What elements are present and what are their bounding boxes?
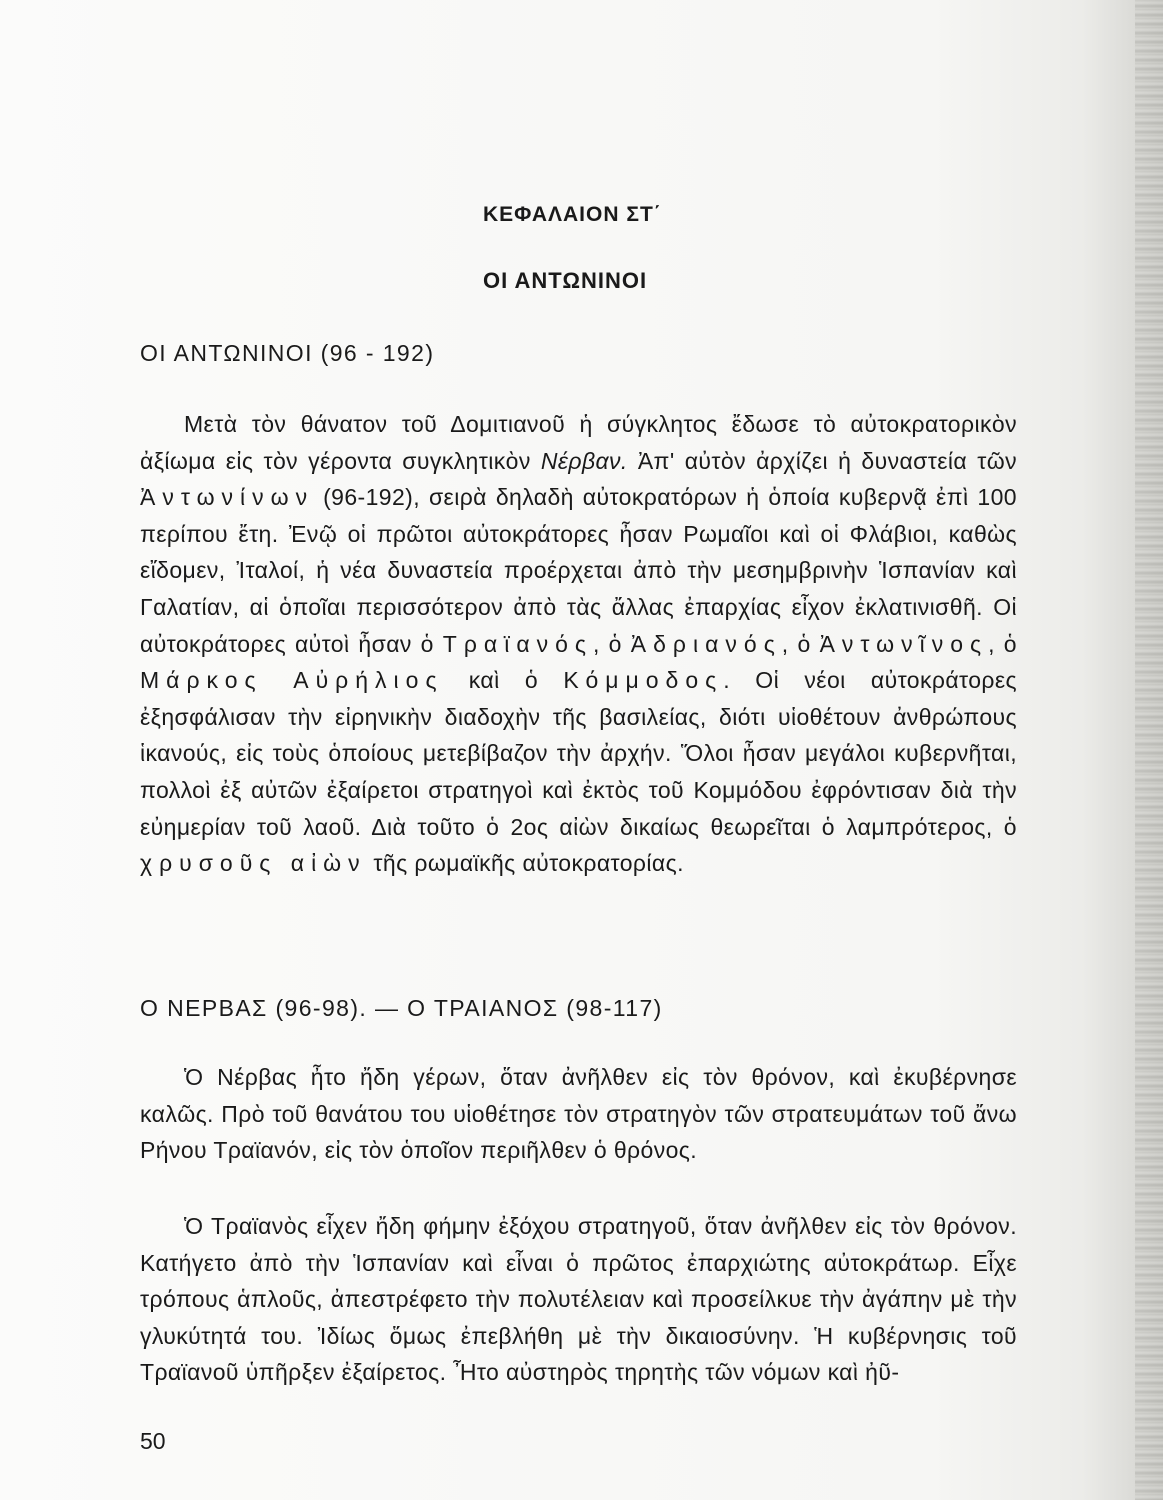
paragraph-antonines <box>140 406 1017 882</box>
spaced-word-traianos: Τραϊανός <box>442 630 593 657</box>
paragraph-trajan: Ὁ Τραϊανὸς εἶχεν ἤδη φήμην ἐξόχου στρατηγοῦ, ὅταν ἀνῆλθεν εἰς τὸν θρόνον. Κατήγετο ἀπὸ τὴν Ἱσπανίαν καὶ εἶναι ὁ πρῶτος ἐπαρχιώτης αὐτοκράτωρ. Εἶχε τρόπους ἁπλοῦς, ἀπεστρέφετο τὴν πολυτέλειαν καὶ προσείλκυε τὴν ἀγάπην μὲ τὴν γλυκύτητά του. Ἰδίως ὅμως ἐπεβλήθη μὲ τὴν δικαιοσύνην. Ἡ κυβέρνησις τοῦ Τραϊανοῦ ὑπῆρξεν ἐξαίρετος. Ἦτο αὐστηρὸς τηρητὴς τῶν νόμων καὶ ἠῦ- <box>140 1213 1017 1386</box>
paragraph-nerva: Ὁ Νέρβας ἦτο ἤδη γέρων, ὅταν ἀνῆλθεν εἰς τὸν θρόνον, καὶ ἐκυβέρνησε καλῶς. Πρὸ τοῦ θανάτου του υἱοθέτησε τὸν στρατηγὸν τῶν στρατευμάτων τοῦ ἄνω Ρήνου Τραϊανόν, εἰς τὸν ὁποῖον περιῆλθεν ὁ θρόνος. <box>140 1064 1017 1164</box>
page-binding-edge <box>1135 0 1163 1500</box>
name-nerva: Νέρβαν. <box>540 447 628 474</box>
text-run: . Οἱ νέοι αὐτοκράτορες ἐξησφάλισαν τὴν εἰρηνικὴν διαδοχὴν τῆς βασιλείας, διότι υἱοθέτουν ἀνθρώπους ἱκανούς, εἰς τοὺς ὁποίους μετεβίβαζον τὴν ἀρχήν. Ὅλοι ἦσαν μεγάλοι κυβερνῆται, πολλοὶ ἐξ αὐτῶν ἐξαίρετοι στρατηγοὶ καὶ ἐκτὸς τοῦ Κομμόδου ἐφρόντισαν διὰ τὴν εὐημερίαν τοῦ λαοῦ. Διὰ τοῦτο ὁ 2ος αἰὼν δικαίως θεωρεῖται ὁ λαμπρότερος, ὁ <box>140 667 1018 840</box>
spaced-word-antoninos: Ἀντωνῖνος <box>819 630 989 657</box>
text-run: (96-192), σειρὰ δηλαδὴ αὐτοκρατόρων ἡ ὁποία κυβερνᾷ ἐπὶ 100 περίπου ἔτη. Ἐνῷ οἱ πρῶτοι αὐτοκράτορες ἦσαν Ρωμαῖοι καὶ οἱ Φλάβιοι, καθὼς εἴδομεν, Ἰταλοί, ἡ νέα δυναστεία προέρχεται ἀπὸ τὴν μεσημβρινὴν Ἱσπανίαν καὶ Γαλατίαν, αἱ ὁποῖαι περισσότερον ἀπὸ τὰς ἄλλας ἐπαρχίας εἶχον ἐκλατινισθῆ. Οἱ αὐτοκράτορες αὐτοὶ ἦσαν ὁ <box>140 484 1017 657</box>
chapter-label: ΚΕΦΑΛΑΙΟΝ ΣΤ΄ <box>483 203 662 226</box>
spaced-word-kommodos: Κόμμοδος <box>563 667 724 694</box>
text-run: Ἀπ' αὐτὸν ἀρχίζει ἡ δυναστεία τῶν <box>627 447 1017 474</box>
spaced-word-markos: Μάρκος Αὐρήλιος <box>140 667 444 694</box>
text-run: καὶ ὁ <box>443 667 564 694</box>
section-heading-nerva-trajan: Ο ΝΕΡΒΑΣ (96-98). — Ο ΤΡΑΙΑΝΟΣ (98-117) <box>140 995 663 1021</box>
text-run: , ὁ <box>593 630 631 657</box>
text-run: τῆς ρωμαϊκῆς αὐτοκρατορίας. <box>366 850 684 877</box>
spaced-word-chrysous: χρυσοῦς αἰὼν <box>140 850 367 877</box>
section-heading-antonines: ΟΙ ΑΝΤΩΝΙΝΟΙ (96 - 192) <box>140 340 435 366</box>
text-run: Μετὰ τὸν θάνατον τοῦ Δομιτιανοῦ ἡ σύγκλητος ἔδωσε τὸ αὐτοκρατορικὸν ἀξίωμα εἰς τὸν γέροντα συγκλητικὸν <box>140 411 1017 474</box>
page-number: 50 <box>140 1428 166 1454</box>
text-run: , ὁ <box>781 630 820 657</box>
spaced-word-antoninon: Ἀντωνίνων <box>140 484 315 511</box>
chapter-title: ΟΙ ΑΝΤΩΝΙΝΟΙ <box>483 268 648 293</box>
spaced-word-adrianos: Ἀδριανός <box>630 630 782 657</box>
text-run: , ὁ <box>988 630 1018 657</box>
